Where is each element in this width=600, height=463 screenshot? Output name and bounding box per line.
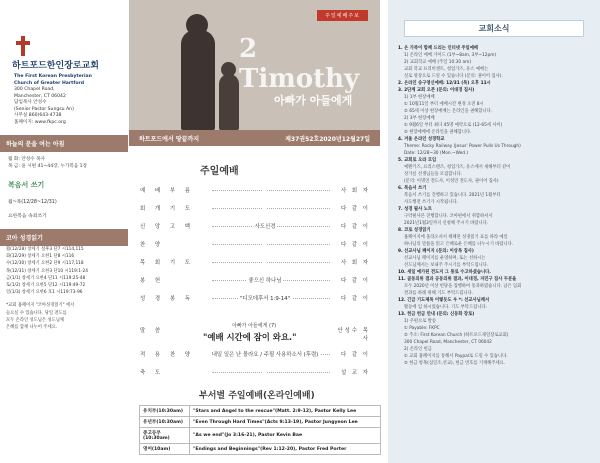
qt-line: 목 금: 윤 시편 41~44장, 누가복음 1장 — [8, 164, 88, 169]
news-item-line: ② 주소: First Korean Church (하트포드제일장로교회) — [404, 333, 509, 338]
reading-band: 코아 성경읽기 — [0, 229, 128, 246]
news-item-line: 구약필사본 진행합니다. 코아편에서 취합하셔서 — [404, 214, 493, 219]
news-item-heading: 1. 온 가족이 함께 드리는 인터넷 주일예배 — [398, 46, 479, 51]
news-item-line: 300 Chapel Road, Manchester, CT 06042 — [404, 340, 492, 345]
news-list — [398, 46, 594, 368]
news-item-heading: 4. 겨울 온라인 성경학교 — [398, 137, 445, 142]
pastor-kr: 담임목사 안성수 — [14, 100, 47, 105]
news-item-line: 예렌키즈, 프리스텐즈, 청업가즈, 유스에서 새해부터 같이 — [404, 165, 511, 170]
order-row: 신 앙 고 백 사도신경 다 같 이 — [140, 224, 370, 230]
news-item-heading: 5. 교회로 오라 모임 — [398, 158, 437, 163]
order-row: 성 경 봉 독 "디모데후서 1:9-14" 다 같 이 — [140, 296, 370, 302]
news-item-line: ① 10월11일 부터 예배시간 변경 오전 8시 — [404, 102, 484, 107]
worship-title: 주일예배 — [200, 166, 239, 177]
news-item-line: 실로 영상으로 드릴 수 있습니다 (문의: 권이어 집사). — [404, 74, 503, 79]
news-item-line: 모두 2020년 이상 헌당을 집행하여 통과하였습니다. 남은 임회 — [404, 284, 522, 289]
news-item-heading: 3. 2단계 교회 오픈 (문의: 이대경 집사) — [398, 88, 475, 93]
news-item-line: ② 현장예배에 온라인을 권해합니다. — [404, 130, 472, 135]
website: 홈페이지: www.fkpc.org — [14, 119, 66, 125]
news-item-line: ① Payable: FKPC — [404, 326, 440, 331]
news-item-line: 사도행전 쓰기가 시작됩니다. — [404, 200, 458, 205]
news-column — [388, 0, 600, 463]
news-item-heading: 2. 온라인 송구영신예배: 12/31 (목) 오후 11시 — [398, 81, 491, 86]
order-row: 축 도 설 교 자 — [140, 370, 370, 376]
church-motto: 하트포드에서 땅끝까지 — [139, 136, 200, 143]
news-item-heading: 11. 골동의위 결과 공동의위 결과, 이대경, 지민구 집사 두분을 — [398, 277, 517, 282]
phone: 사무실 860)643-4738 — [14, 113, 62, 118]
news-item-line: 활동에 임 하시었습니다. 기도 부탁드립니다. — [404, 305, 487, 310]
church-name-kr: 하트포드한인장로교회 — [12, 61, 99, 71]
news-item-line: 홈페이지에 올라오셔서 책페된 성경읽기 표를 따라 예일 — [404, 235, 508, 240]
news-item-line: Date: 12/28~30 (Mon.~Wed.) — [404, 151, 469, 156]
table-row: 유년부(10:30am) "Even Through Hard Times"(Acts 9:13-19), Pastor Jungyeon Lee — [140, 417, 381, 428]
order-row: 봉 헌 좋으신 하나님 다 같 이 — [140, 278, 370, 284]
list-item: 목(12/31) 창세기 요한3 단10 시119:1-24 — [6, 268, 89, 274]
reading-note: 모두 온라인 성도님은 성도님께 — [6, 317, 65, 323]
list-item: 화(12/29) 창세기 요한1 단8 시116 — [6, 254, 75, 260]
left-sidebar — [0, 0, 128, 463]
news-item-line: 성가실 선생님들을 모집합니다. — [404, 172, 463, 177]
news-item-line: 선도님께서는 보내주 주시기를 부탁드립니다. — [404, 263, 489, 268]
address-line-2: Manchester, CT 06042 — [14, 93, 66, 99]
order-row: 예 배 부 름 사 회 자 — [140, 188, 370, 194]
news-item-line: 1) 온라인 예배 가이드 (1부~8am, 3부~12pm) — [404, 53, 497, 58]
news-item-heading: 9. 선교사님 페이지 (문의: 이상목 집사) — [398, 249, 474, 254]
header-banner — [129, 0, 380, 130]
cross-icon — [16, 36, 30, 56]
reading-note: 은혜를 함께 나누어 주세요. — [6, 325, 58, 331]
news-item-line: 1) 우편으로 발송 — [404, 319, 437, 324]
pastor-en: (Senior Pastor Sungsu An) — [14, 106, 74, 112]
departments-title: 부서별 주일예배(온라인예배) — [199, 391, 315, 401]
son-figure — [219, 74, 239, 130]
bible-writing-heading: 복음서 쓰기 — [8, 181, 45, 189]
reading-note: *교회 홈페이지 "코아성경읽기" 에서 — [6, 303, 75, 309]
father-figure — [181, 30, 215, 130]
reading-list — [6, 246, 126, 331]
news-item-line: 2) 3부 현장예배 — [404, 116, 435, 121]
news-item-line: 교회 학교 프리비센트, 청업가즈, 유스 예배는 — [404, 67, 489, 72]
news-item-line: 2) 교회학교 예배 (주일 10:30 am) — [404, 60, 471, 65]
news-title: 교회소식 — [404, 20, 584, 37]
series-subtitle: 아빠가 아들에게 — [274, 94, 353, 107]
news-item-heading: 6. 복음서 쓰기 — [398, 186, 427, 191]
news-item-line: 2) 온라인 헌금 — [404, 347, 432, 352]
news-item-line: Theme: Rocky Railway (Jesus' Power Pulls Us Through) — [404, 144, 521, 149]
bible-writing-book: 요한복음 속죄쓰기 — [8, 214, 47, 219]
qt-line: 월 화: 안성수 목사 — [8, 157, 45, 162]
news-item-line: (문의: 이명연 전도사, 이정연 전도사, 권이어 집사) — [404, 179, 499, 184]
news-item-line: 2021년1월3일까지 신청해 주시기 바랍니다. — [404, 221, 489, 226]
news-item-line: 1) 1부 현장예배 — [404, 95, 435, 100]
list-item: 금(1/1) 창세기 요한4 단11 시119:25-48 — [6, 275, 86, 281]
header-strip — [129, 130, 380, 146]
church-address-block — [14, 74, 132, 126]
list-item: 일(1/3) 창세기 요한6 호1 시119:73-96 — [6, 290, 83, 296]
order-row: 목 회 기 도 사 회 자 — [140, 260, 370, 266]
news-item-heading: 7. 성경 필사 노트 — [398, 207, 433, 212]
news-item-line: ② 헌금 항목(십일조,선교), 헌금 번호를 기재해주세요. — [404, 361, 506, 366]
order-row: 적 용 찬 양 내일 일은 난 몰라요 / 주될 사용하소서 (후렴) 다 같 이 — [140, 352, 370, 358]
series-title: 2 Timothy — [239, 34, 360, 94]
list-item: 수(12/30) 창세기 요한2 단9 시117,118 — [6, 261, 84, 267]
bible-writing-week: 월~목(12/28~12/31) — [8, 200, 57, 205]
volume-date: 제37권52호2020년12월27일 — [285, 136, 370, 143]
church-name-en-1: The First Korean Presbyterian — [14, 74, 92, 79]
table-row: 중고등부(10:30am) "As we end"(Jo 3:16-21), Pastor Kevin Bae — [140, 428, 381, 444]
news-item-heading: 8. 코로 성경읽기 — [398, 228, 431, 233]
news-item-line: 하나님의 말씀을 읽고 은혜로운 은혜를 나누시기 바랍니다. — [404, 242, 514, 247]
qt-band: 하늘의 문을 여는 아침 — [0, 135, 128, 152]
sermon-series: 아빠가 아들에게 (7) — [232, 323, 277, 329]
qt-lines — [8, 156, 126, 170]
news-item-line: 결과를 하례 위해 기도 부탁드립니다. — [404, 291, 474, 296]
news-item-heading: 13. 헌금 헌금 안내 (문의: 신동화 장로) — [398, 312, 475, 317]
sermon-title: "예배 시간에 잠이 와요." — [203, 332, 297, 342]
departments-table — [139, 405, 381, 455]
table-row: 유치부(10:30am) "Stars and Angel to the rescue"(Matt. 2:9-12), Pastor Kelly Lee — [140, 406, 381, 417]
reading-note: 들으실 수 있습니다. 당일 전도를 — [6, 310, 67, 316]
table-row: 영어(10am) "Endings and Beginnings"(Rev 1:12-20), Pastor Fred Porter — [140, 444, 381, 455]
bulletin-tag: 주일예배주보 — [317, 10, 368, 21]
list-item: 월(12/28) 창세기 설후3 단7 시114,115 — [6, 247, 84, 252]
order-row: 찬 양 다 같 이 — [140, 242, 370, 248]
news-item-line: ② 65세 이상 현장예배는 온라인을 권해합니다. — [404, 109, 493, 114]
list-item: 토(1/2) 창세기 요한5 단12 시119:49-72 — [6, 283, 86, 289]
news-item-line: 선교사님 페이지를 운영하며, 또는 선하시는 — [404, 256, 486, 261]
sermon-row: 말 씀 안성수 목사 — [140, 328, 370, 342]
news-item-line: ① 교회 홈페이지를 통해서 Paypal로 드릴 수 있습니다. — [404, 354, 508, 359]
order-row: 회 개 기 도 다 같 이 — [140, 206, 370, 212]
church-name-en-2: Church of Greater Hartford — [14, 80, 85, 86]
news-item-heading: 12. 긴급 기도제목 이렇듯도 우 *: 선교사님께서 — [398, 298, 490, 303]
address-line-1: 300 Chapel Road, — [14, 87, 55, 92]
news-item-line: ① 9월6일 부터 최다 45명 예약으로 (12-65세 사이) — [404, 123, 503, 128]
news-item-line: 복음서 쓰기를 진행하고 있습니다. 2021년 1월부터 — [404, 193, 501, 198]
news-item-heading: 10. 새일 예가된 전도지 그 통로 수고하셨습니다. — [398, 270, 491, 275]
